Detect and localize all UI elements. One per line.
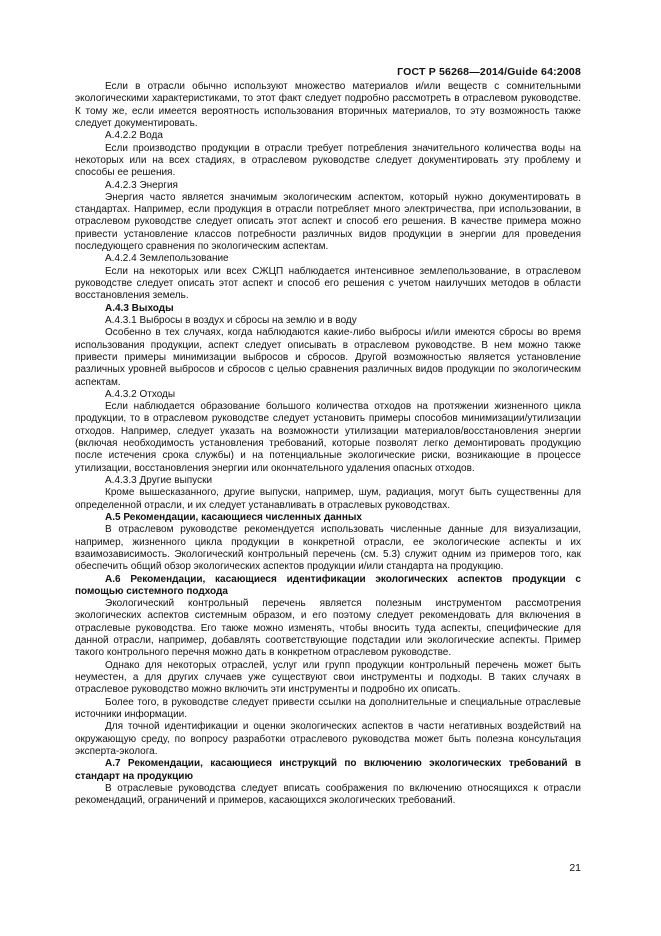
subsection-heading: А.4.3.2 Отходы: [105, 388, 176, 400]
paragraph: Если в отрасли обычно используют множество материалов и/или веществ с сомнительными экологическими характеристиками, то этот факт следует подробно рассмотреть в отраслевом руководстве. К тому же, если имеется вероятность использования вторичных материалов, то эту возможность также следует документировать.: [75, 81, 581, 129]
paragraph: Если наблюдается образование большого количества отходов на протяжении жизненного цикла продукции, то в отраслевом руководстве следует установить примеры способов минимизации/утилизации отходов. Например, следует указать на возможности утилизации материалов/восстановления энергии (включая необходимость установления требований, которые позволят легко демонтировать продукцию после истечения срока службы) и на потенциальные экологические риски, возникающие в процессе утилизации, восстановления энергии или окончательного удаления опасных отходов.: [75, 401, 581, 474]
paragraph: Кроме вышесказанного, другие выпуски, например, шум, радиация, могут быть существенны для определенной отрасли, и их следует устанавливать в отраслевых руководствах.: [75, 487, 581, 511]
subsection-heading: А.4.2.4 Землепользование: [105, 253, 229, 265]
paragraph: Особенно в тех случаях, когда наблюдаются какие-либо выбросы и/или имеются сбросы во время использования продукции, аспект следует описывать в отраслевом руководстве. В нем можно также привести примеры минимизации выбросов и сбросов. Другой возможностью является установление различных уровней выбросов и сбросов с целью сравнения различных видов продукции по экологическим аспектам.: [75, 327, 581, 388]
running-header: ГОСТ Р 56268—2014/Guide 64:2008: [397, 66, 581, 78]
subsection-heading: А.4.2.2 Вода: [105, 130, 163, 142]
paragraph: Однако для некоторых отраслей, услуг или групп продукции контрольный перечень может быть неуместен, а для других случаев уже существуют свои инструменты и подходы. В таких случаях в отраслевое руководство можно включить эти инструменты и подробно их описать.: [75, 659, 581, 696]
section-heading: А.7 Рекомендации, касающиеся инструкций по включению экологических требований в стандарт на продукцию: [75, 758, 581, 782]
paragraph: Если на некоторых или всех СЖЦП наблюдается интенсивное землепользование, в отраслевом руководстве следует описать этот аспект и способ его решения с учетом наилучших методов в области восстановления земель.: [75, 265, 581, 302]
section-heading: А.5 Рекомендации, касающиеся численных данных: [105, 511, 362, 523]
paragraph: Более того, в руководстве следует привести ссылки на дополнительные и специальные отраслевые источники информации.: [75, 696, 581, 720]
subsection-heading: А.4.3.3 Другие выпуски: [105, 475, 213, 486]
document-body: [75, 81, 581, 807]
paragraph: В отраслевом руководстве рекомендуется использовать численные данные для визуализации, например, жизненного цикла продукции в конкретной отрасли, ее экологические аспекты и их взаимозависимость. Экологический контрольный перечень (см. 5.3) служит одним из примеров того, как обеспечить общий обзор экологических аспектов продукции и/или стандарта на продукцию.: [75, 524, 581, 573]
paragraph: Если производство продукции в отрасли требует потребления значительного количества воды на некоторых или на всех стадиях, в отраслевом руководстве следует документировать эту проблему и способы ее решения.: [75, 142, 581, 179]
paragraph: Экологический контрольный перечень является полезным инструментом рассмотрения экологических аспектов системным образом, и его поэтому следует рекомендовать для включения в отраслевые руководства. Его также можно изменять, чтобы вносить туда аспекты, специфические для данной отрасли, например, добавлять соответствующие подстадии или экологические аспекты. Пример такого контрольного перечня можно дать в конкретном отраслевом руководстве.: [75, 598, 581, 659]
section-heading: А.6 Рекомендации, касающиеся идентификации экологических аспектов продукции с помощью системного подхода: [75, 573, 581, 597]
subsection-heading: А.4.2.3 Энергия: [105, 179, 178, 191]
subsection-heading: А.4.3.1 Выбросы в воздух и сбросы на землю и в воду: [105, 314, 357, 326]
section-heading: А.4.3 Выходы: [105, 302, 174, 314]
paragraph: Для точной идентификации и оценки экологических аспектов в части негативных воздействий на окружающую среду, по вопросу разработки отраслевого руководства может быть полезна консультация эксперта-эколога.: [75, 721, 581, 757]
page-number: 21: [569, 862, 581, 874]
paragraph: Энергия часто является значимым экологическим аспектом, который нужно документировать в стандартах. Например, если продукция в отрасли потребляет много электричества, при использовании, в отраслевом руководстве следует описать этот аспект и способ его решения. В качестве примера можно привести установление классов потребности различных видов продукции в энергии для проведения последующего сравнения по экологическим аспектам.: [75, 191, 581, 253]
paragraph: В отраслевые руководства следует вписать соображения по включению относящихся к отрасли рекомендаций, ограничений и примеров, касающихся экологических требований.: [75, 782, 581, 807]
